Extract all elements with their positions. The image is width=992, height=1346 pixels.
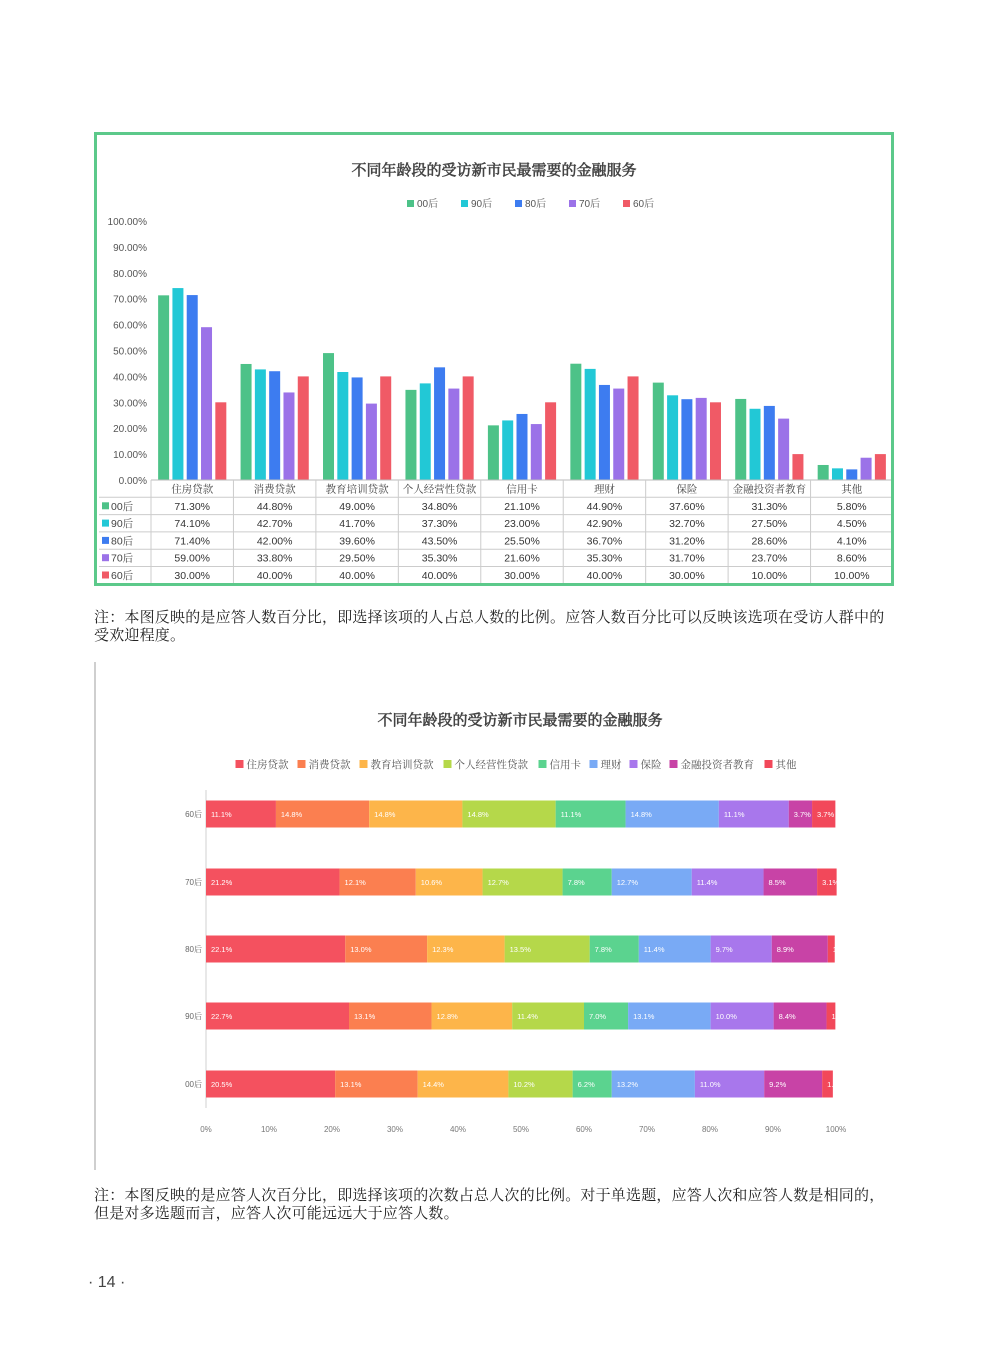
segment-label: 14.8% <box>280 810 303 819</box>
bar-80后-保险 <box>681 399 692 480</box>
segment-label: 22.7% <box>211 1012 233 1021</box>
table-value: 71.30% <box>174 500 211 513</box>
table-value: 21.60% <box>504 552 540 565</box>
segment-label: 12.3% <box>432 945 454 954</box>
segment-label: 14.4% <box>422 1080 444 1089</box>
category-label: 保险 <box>676 483 698 496</box>
segment-label: 3.7% <box>817 810 835 819</box>
y-tick-label: 80.00% <box>113 268 147 280</box>
segment-label: 10.6% <box>420 878 443 887</box>
legend-label-其他: 其他 <box>775 759 797 771</box>
table-legend-swatch-90后 <box>102 520 109 527</box>
segment-label: 8.9% <box>776 945 794 954</box>
bar-90后-个人经营性贷款 <box>420 383 431 480</box>
segment-label: 12.1% <box>344 878 366 887</box>
x-tick-label: 100% <box>825 1125 847 1134</box>
chart-title: 不同年龄段的受访新市民最需要的金融服务 <box>351 162 637 179</box>
table-value: 28.60% <box>751 535 788 548</box>
legend-label-理财: 理财 <box>600 759 622 771</box>
table-value: 40.00% <box>339 570 375 582</box>
legend-swatch-00后 <box>407 200 414 207</box>
segment-label: 9.2% <box>769 1080 787 1089</box>
table-value: 37.60% <box>669 500 705 513</box>
segment-label: 14.8% <box>467 810 489 819</box>
table-value: 42.70% <box>256 518 293 531</box>
table-value: 44.90% <box>586 500 623 513</box>
segment-label: 11.1% <box>723 810 745 819</box>
y-tick-label: 90.00% <box>113 242 147 254</box>
x-tick-label: 40% <box>449 1125 467 1134</box>
bar-60后-金融投资者教育 <box>792 454 803 480</box>
bar-90后-其他 <box>832 468 843 480</box>
grouped-bar-chart <box>97 135 891 583</box>
table-value: 30.00% <box>174 570 211 582</box>
legend-label-信用卡: 信用卡 <box>549 759 581 771</box>
segment-label: 11.4% <box>517 1012 538 1021</box>
note-respondent-percentage: 注：本图反映的是应答人数百分比，即选择该项的人占总人数的比例。应答人数百分比可以反映该选项在受访人群中的受欢迎程度。 <box>94 608 885 644</box>
chart-title: 不同年龄段的受访新市民最需要的金融服务 <box>377 712 663 729</box>
legend-swatch-90后 <box>461 200 468 207</box>
y-tick-label: 40.00% <box>113 372 147 384</box>
bar-60后-消费贷款 <box>298 376 309 480</box>
bar-90后-住房贷款 <box>172 288 183 480</box>
segment-label: 1.1% <box>832 945 850 954</box>
table-value: 71.40% <box>174 535 211 548</box>
bar-00后-金融投资者教育 <box>735 399 746 480</box>
segment-label: 9.7% <box>715 945 733 954</box>
table-value: 74.10% <box>174 518 211 531</box>
y-tick-label: 60.00% <box>113 320 147 332</box>
legend-swatch-其他 <box>765 760 773 768</box>
x-tick-label: 80% <box>701 1125 719 1134</box>
segment-label: 11.4% <box>643 945 665 954</box>
table-series-label: 90后 <box>111 518 134 531</box>
bar-70后-保险 <box>696 398 707 480</box>
table-value: 40.00% <box>421 570 458 582</box>
x-tick-label: 70% <box>638 1125 656 1134</box>
table-legend-swatch-00后 <box>102 502 109 509</box>
table-value: 49.00% <box>339 500 375 513</box>
legend-swatch-保险 <box>630 760 638 768</box>
table-value: 42.00% <box>256 535 293 548</box>
segment-label: 1.4% <box>831 1012 849 1021</box>
table-value: 35.30% <box>586 552 623 565</box>
bar-80后-信用卡 <box>517 414 528 480</box>
x-tick-label: 10% <box>260 1125 278 1134</box>
segment-label: 12.8% <box>436 1012 458 1021</box>
table-value: 43.50% <box>421 535 458 548</box>
bar-80后-住房贷款 <box>187 295 198 480</box>
legend-label-80后: 80后 <box>525 199 547 210</box>
segment-label: 13.1% <box>340 1080 362 1089</box>
legend-label-教育培训贷款: 教育培训贷款 <box>370 759 434 771</box>
table-value: 41.70% <box>339 518 375 531</box>
bar-70后-信用卡 <box>531 424 542 480</box>
segment-label: 3.7% <box>793 810 811 819</box>
table-value: 21.10% <box>504 500 540 513</box>
bar-70后-消费贷款 <box>283 392 294 480</box>
x-tick-label: 50% <box>512 1125 530 1134</box>
bar-60后-保险 <box>710 402 721 480</box>
segment-label: 11.4% <box>696 878 718 887</box>
bar-60后-个人经营性贷款 <box>463 376 474 480</box>
table-value: 31.30% <box>751 500 788 513</box>
stacked-bar-chart <box>96 662 894 1168</box>
bar-00后-消费贷款 <box>241 364 252 480</box>
segment-label: 10.2% <box>513 1080 535 1089</box>
legend-swatch-消费贷款 <box>298 760 306 768</box>
table-series-label: 70后 <box>111 552 134 565</box>
legend-swatch-信用卡 <box>539 760 547 768</box>
segment-label: 7.8% <box>594 945 612 954</box>
segment-label: 14.8% <box>374 810 396 819</box>
bar-70后-住房贷款 <box>201 327 212 480</box>
segment-label: 10.0% <box>715 1012 737 1021</box>
table-value: 23.70% <box>751 552 788 565</box>
segment-label: 11.1% <box>560 810 582 819</box>
note-response-count-percentage: 注：本图反映的是应答人次百分比，即选择该项的次数占总人次的比例。对于单选题，应答人次和应答人数是相同的，但是对多选题而言，应答人次可能远远大于应答人数。 <box>94 1186 885 1222</box>
table-value: 27.50% <box>751 518 788 531</box>
legend-label-保险: 保险 <box>640 759 662 771</box>
y-tick-label: 20.00% <box>113 424 147 436</box>
segment-label: 11.1% <box>211 810 232 819</box>
table-value: 29.50% <box>339 552 375 565</box>
category-label: 金融投资者教育 <box>732 483 807 496</box>
legend-label-个人经营性贷款: 个人经营性贷款 <box>454 759 528 771</box>
legend-label-住房贷款: 住房贷款 <box>246 759 289 771</box>
segment-label: 22.1% <box>211 945 233 954</box>
segment-label: 8.5% <box>768 878 786 887</box>
bar-00后-教育培训贷款 <box>323 353 334 480</box>
table-value: 31.20% <box>669 535 705 548</box>
legend-swatch-80后 <box>515 200 522 207</box>
grouped-bar-chart-panel <box>94 132 894 586</box>
y-tick-label: 50.00% <box>113 346 147 358</box>
bar-00后-其他 <box>818 465 829 480</box>
table-legend-swatch-70后 <box>102 554 109 561</box>
table-value: 40.00% <box>586 570 623 582</box>
bar-70后-个人经营性贷款 <box>448 389 459 480</box>
bar-00后-住房贷款 <box>158 295 169 480</box>
bar-90后-信用卡 <box>502 420 513 480</box>
bar-80后-理财 <box>599 385 610 480</box>
bar-80后-金融投资者教育 <box>764 406 775 480</box>
bar-00后-信用卡 <box>488 425 499 480</box>
table-value: 35.30% <box>421 552 458 565</box>
segment-label: 13.5% <box>509 945 531 954</box>
y-tick-label: 30.00% <box>113 398 147 410</box>
segment-label: 11.0% <box>699 1080 721 1089</box>
category-label: 理财 <box>593 483 615 496</box>
bar-90后-金融投资者教育 <box>750 409 761 480</box>
table-value: 33.80% <box>256 552 293 565</box>
table-value: 25.50% <box>504 535 540 548</box>
table-value: 10.00% <box>833 570 870 582</box>
table-value: 8.60% <box>836 552 867 565</box>
stacked-bar-chart-panel <box>94 662 894 1170</box>
table-value: 4.50% <box>836 518 867 531</box>
table-value: 40.00% <box>256 570 293 582</box>
x-tick-label: 90% <box>764 1125 782 1134</box>
legend-label-70后: 70后 <box>579 199 601 210</box>
legend-swatch-60后 <box>623 200 630 207</box>
table-value: 30.00% <box>669 570 705 582</box>
legend-swatch-70后 <box>569 200 576 207</box>
table-value: 32.70% <box>669 518 705 531</box>
table-legend-swatch-80后 <box>102 537 109 544</box>
table-value: 36.70% <box>586 535 623 548</box>
y-tick-label: 100.00% <box>107 217 147 228</box>
legend-label-金融投资者教育: 金融投资者教育 <box>680 759 754 771</box>
category-label: 80后 <box>185 945 202 954</box>
bar-70后-金融投资者教育 <box>778 419 789 480</box>
legend-label-消费贷款: 消费贷款 <box>308 759 351 771</box>
bar-60后-教育培训贷款 <box>380 376 391 480</box>
bar-60后-信用卡 <box>545 402 556 480</box>
bar-00后-个人经营性贷款 <box>405 390 416 480</box>
bar-90后-教育培训贷款 <box>337 372 348 480</box>
bar-80后-其他 <box>846 469 857 480</box>
table-value: 42.90% <box>586 518 623 531</box>
table-value: 30.00% <box>504 570 540 582</box>
bar-00后-理财 <box>570 364 581 480</box>
legend-swatch-教育培训贷款 <box>360 760 368 768</box>
table-value: 4.10% <box>836 535 867 548</box>
bar-00后-保险 <box>653 383 664 480</box>
category-label: 00后 <box>185 1080 202 1089</box>
table-series-label: 00后 <box>111 500 134 513</box>
category-label: 消费贷款 <box>253 483 296 496</box>
bar-90后-理财 <box>585 369 596 480</box>
segment-label: 20.5% <box>211 1080 233 1089</box>
x-tick-label: 30% <box>386 1125 404 1134</box>
page-number: · 14 · <box>88 1274 126 1291</box>
segment-label: 13.1% <box>633 1012 655 1021</box>
table-value: 39.60% <box>339 535 375 548</box>
bar-70后-理财 <box>613 389 624 480</box>
bar-90后-保险 <box>667 395 678 480</box>
table-value: 37.30% <box>421 518 458 531</box>
category-label: 90后 <box>185 1012 202 1021</box>
y-tick-label: 10.00% <box>113 450 147 462</box>
segment-label: 3.1% <box>822 878 840 887</box>
legend-swatch-金融投资者教育 <box>670 760 678 768</box>
category-label: 其他 <box>841 483 863 496</box>
segment-label: 12.7% <box>616 878 639 887</box>
segment-label: 7.8% <box>567 878 585 887</box>
table-value: 31.70% <box>669 552 705 565</box>
table-value: 34.80% <box>421 500 458 513</box>
bar-80后-个人经营性贷款 <box>434 367 445 480</box>
table-value: 59.00% <box>174 552 211 565</box>
category-label: 60后 <box>185 810 202 819</box>
bar-60后-住房贷款 <box>215 402 226 480</box>
segment-label: 8.4% <box>778 1012 796 1021</box>
category-label: 70后 <box>185 878 202 887</box>
x-tick-label: 20% <box>323 1125 341 1134</box>
table-series-label: 60后 <box>111 570 134 582</box>
y-tick-label: 0.00% <box>118 476 147 487</box>
table-value: 10.00% <box>751 570 788 582</box>
legend-label-00后: 00后 <box>417 199 439 210</box>
category-label: 教育培训贷款 <box>325 483 389 496</box>
legend-label-90后: 90后 <box>471 199 493 210</box>
table-value: 23.00% <box>504 518 540 531</box>
bar-80后-消费贷款 <box>269 371 280 480</box>
bar-80后-教育培训贷款 <box>352 377 363 480</box>
legend-swatch-住房贷款 <box>236 760 244 768</box>
table-series-label: 80后 <box>111 535 134 548</box>
legend-label-60后: 60后 <box>633 199 655 210</box>
table-legend-swatch-60后 <box>102 572 109 579</box>
bar-60后-理财 <box>628 376 639 480</box>
legend-swatch-理财 <box>590 760 598 768</box>
y-tick-label: 70.00% <box>113 294 147 306</box>
bar-90后-消费贷款 <box>255 369 266 480</box>
segment-label: 21.2% <box>211 878 233 887</box>
segment-label: 6.2% <box>577 1080 595 1089</box>
category-label: 个人经营性贷款 <box>402 483 477 496</box>
category-label: 信用卡 <box>506 483 538 496</box>
bar-60后-其他 <box>875 454 886 480</box>
segment-label: 14.8% <box>630 810 652 819</box>
table-value: 5.80% <box>836 500 867 513</box>
bar-70后-教育培训贷款 <box>366 404 377 480</box>
segment-label: 7.0% <box>589 1012 607 1021</box>
segment-label: 13.1% <box>354 1012 376 1021</box>
segment-label: 13.0% <box>350 945 372 954</box>
x-tick-label: 0% <box>200 1125 212 1134</box>
category-label: 住房贷款 <box>171 483 214 496</box>
legend-swatch-个人经营性贷款 <box>444 760 452 768</box>
bar-70后-其他 <box>861 458 872 480</box>
table-value: 44.80% <box>256 500 293 513</box>
x-tick-label: 60% <box>575 1125 593 1134</box>
segment-label: 1.7% <box>827 1080 845 1089</box>
segment-label: 12.7% <box>487 878 509 887</box>
segment-label: 13.2% <box>616 1080 639 1089</box>
